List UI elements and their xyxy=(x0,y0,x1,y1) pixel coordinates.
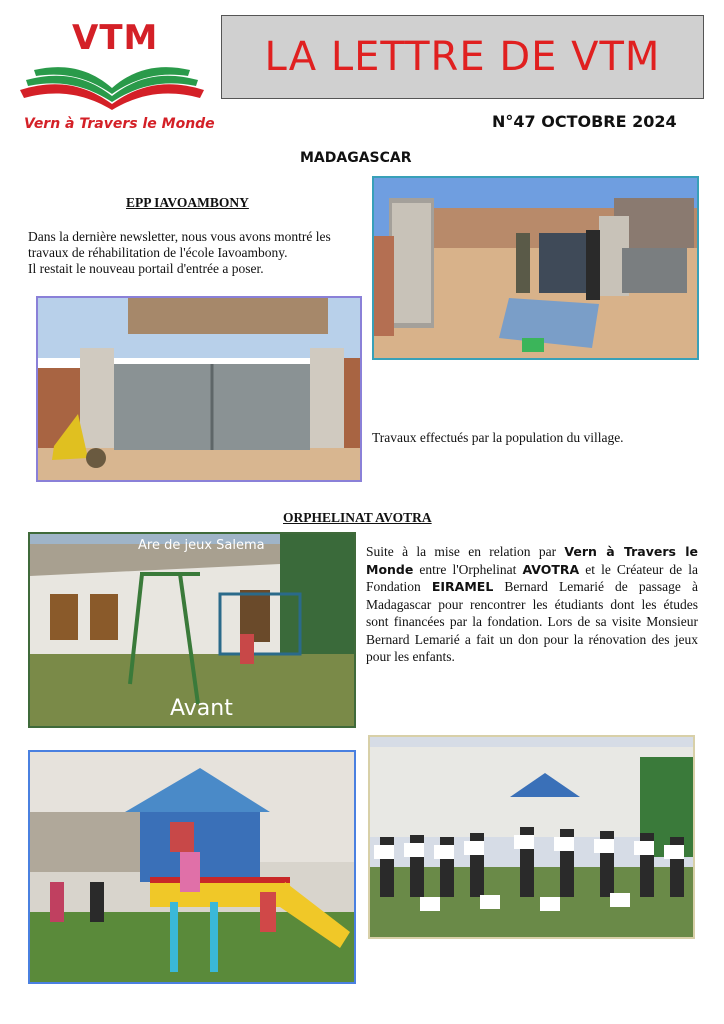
section2-text-d: Bernard Lemarié de passage à Madagascar pour rencontrer les étudiants dont les études sont financées par la fondation. Lors de sa visite Monsieur Bernard Lemarié a fait un don pour la rénovation des jeux pour les enfants. xyxy=(366,579,698,664)
section1-line2: travaux de réhabilitation de l'école Iavoambony. xyxy=(28,245,288,260)
section2-text-c: et le Créateur de la Fondation xyxy=(366,561,698,594)
vtm-name: Vern à Travers le Monde xyxy=(366,544,698,577)
section2-text-a: Suite à la mise en relation par xyxy=(366,544,565,559)
photo-label-avant: Avant xyxy=(170,696,233,721)
newsletter-title: LA LETTRE DE VTM xyxy=(264,34,661,80)
country-heading: MADAGASCAR xyxy=(300,150,412,166)
section2-text-b: entre l'Orphelinat xyxy=(413,561,523,577)
section1-line1: Dans la dernière newsletter, nous vous avons montré les xyxy=(28,229,331,244)
construction-photo xyxy=(372,176,699,360)
photo-label-top: Are de jeux Salema xyxy=(138,538,265,553)
avotra-name: AVOTRA xyxy=(522,561,580,577)
logo-tagline: Vern à Travers le Monde xyxy=(24,116,215,132)
section1-text xyxy=(28,229,368,277)
section-title-orphelinat: ORPHELINAT AVOTRA xyxy=(283,510,432,525)
construction-caption: Travaux effectués par la population du village. xyxy=(372,430,624,445)
section2-paragraph xyxy=(366,543,698,666)
playground-before-photo xyxy=(28,532,356,728)
section-title-epp: EPP IAVOAMBONY xyxy=(126,195,249,210)
school-gate-photo xyxy=(36,296,362,482)
issue-number: N°47 OCTOBRE 2024 xyxy=(492,112,677,131)
section1-line3: Il restait le nouveau portail d'entrée a poser. xyxy=(28,261,264,276)
logo-book-icon xyxy=(12,52,212,112)
newsletter-title-box xyxy=(221,15,704,99)
eiramel-name: EIRAMEL xyxy=(431,579,494,594)
children-group-photo xyxy=(368,735,695,939)
playground-after-photo xyxy=(28,750,356,984)
logo-brand: VTM xyxy=(72,18,159,58)
